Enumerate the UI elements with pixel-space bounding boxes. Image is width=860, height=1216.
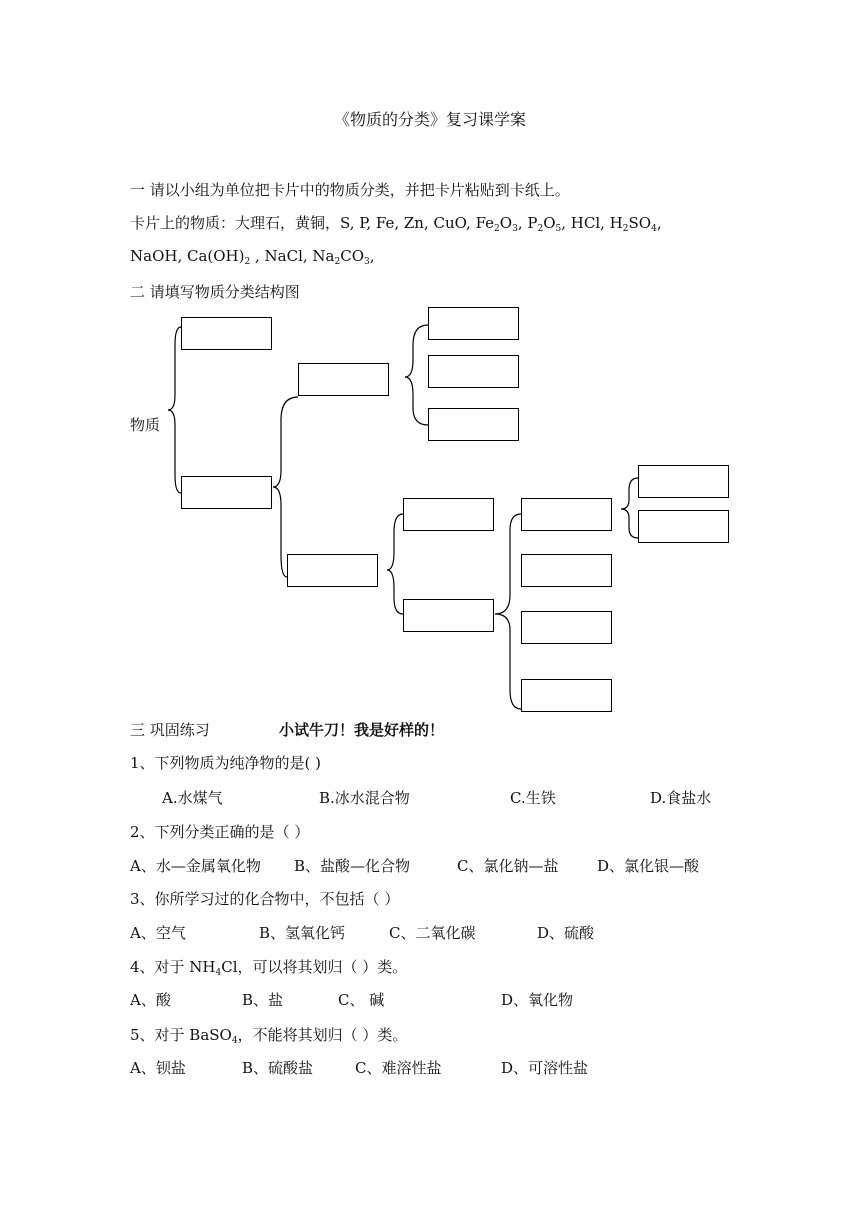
question-5: 5、对于 BaSO$_4$，不能将其划归（ ）类。 [130,1026,408,1046]
q5-option-b: B、硫酸盐 [242,1059,314,1077]
blank-box-level4-a[interactable] [521,498,612,531]
q3-option-b: B、氢氧化钙 [259,924,346,942]
blank-box-level5-a[interactable] [638,465,729,498]
q1-option-d: D.食盐水 [650,789,712,807]
q1-option-b: B.冰水混合物 [319,789,410,807]
q2-option-d: D、氯化银—酸 [597,857,700,875]
q4-option-c: C、 碱 [338,991,385,1009]
q2-option-c: C、氯化钠—盐 [457,857,559,875]
cards-line-2: NaOH, $Ca(OH)_2$ , NaCl, $Na_2CO_3$, [130,247,375,267]
blank-box-level5-b[interactable] [638,510,729,543]
blank-box-level3-b[interactable] [428,355,519,388]
section3-slogan: 小试牛刀！我是好样的！ [279,721,445,739]
blank-box-level4-d[interactable] [521,679,612,712]
q2-option-a: A、水—金属氧化物 [130,857,261,875]
section1-heading: 一 请以小组为单位把卡片中的物质分类，并把卡片粘贴到卡纸上。 [130,181,570,199]
blank-box-level3-c[interactable] [428,408,519,441]
q3-option-a: A、空气 [130,924,186,942]
q2-option-b: B、盐酸—化合物 [294,857,411,875]
page-title: 《物质的分类》复习课学案 [333,110,526,129]
brace-top-right [405,325,428,425]
brace-four [495,514,521,709]
section3-heading: 三 巩固练习 [130,721,210,739]
q4-option-b: B、盐 [242,991,284,1009]
q4-option-a: A、酸 [130,991,171,1009]
blank-box-level4-c[interactable] [521,611,612,644]
blank-box-level2-top[interactable] [298,363,389,396]
q1-option-a: A.水煤气 [162,789,223,807]
blank-box-level2-bottom[interactable] [287,554,378,587]
blank-box-level1-bottom[interactable] [181,476,272,509]
blank-box-level3-d[interactable] [403,498,494,531]
q3-option-c: C、二氧化碳 [389,924,476,942]
brace-far-right [621,478,638,538]
q3-option-d: D、硫酸 [537,924,595,942]
q4-option-d: D、氧化物 [501,991,574,1009]
blank-box-level3-e[interactable] [403,599,494,632]
blank-box-level4-b[interactable] [521,554,612,587]
section2-heading: 二 请填写物质分类结构图 [130,283,300,301]
root-label: 物质 [130,416,161,434]
q5-option-a: A、钡盐 [130,1059,186,1077]
question-3: 3、你所学习过的化合物中，不包括（ ） [130,890,400,908]
q1-option-c: C.生铁 [510,789,556,807]
brace-root [168,327,181,493]
q5-option-d: D、可溶性盐 [501,1059,589,1077]
blank-box-level3-a[interactable] [428,307,519,340]
q5-option-c: C、难溶性盐 [355,1059,442,1077]
question-2: 2、下列分类正确的是（ ） [130,823,310,841]
question-4: 4、对于 $NH_4Cl$，可以将其划归（ ）类。 [130,958,408,978]
brace-mid [387,514,403,614]
brace-level2 [273,397,298,577]
blank-box-level1-top[interactable] [181,317,272,350]
cards-line-1: 卡片上的物质：大理石，黄铜，S, P, Fe, Zn, CuO, $Fe_2O_3$, $P_2O_5$, HCl, $H_2SO_4$, [130,214,662,234]
question-1: 1、下列物质为纯净物的是( ) [130,754,322,772]
